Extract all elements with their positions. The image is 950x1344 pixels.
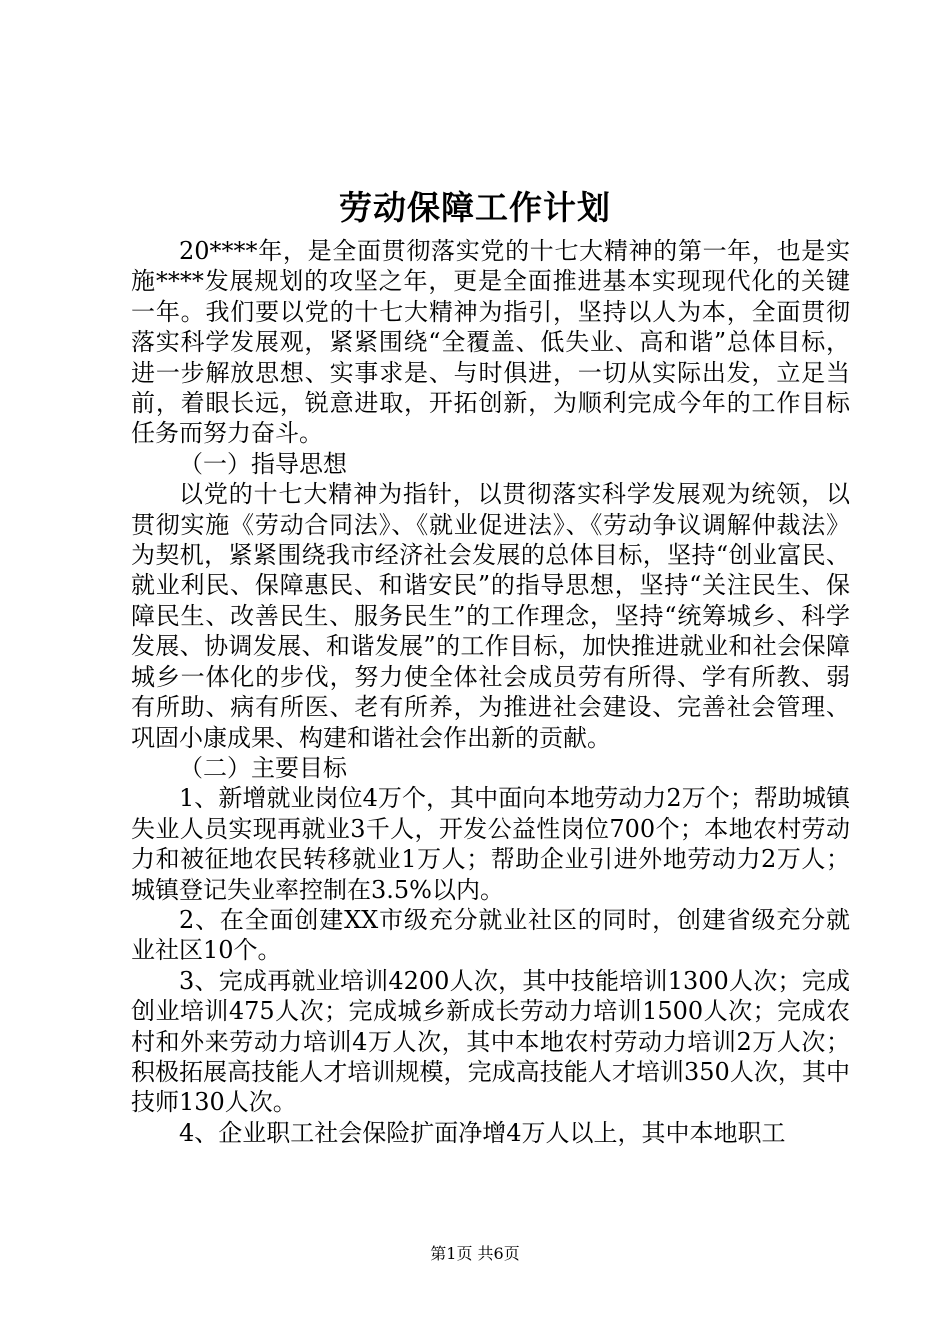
paragraph-goal-1: 1、新增就业岗位4万个，其中面向本地劳动力2万个；帮助城镇失业人员实现再就业3千人，开发公益性岗位700个；本地农村劳动力和被征地农民转移就业1万人；帮助企业引进外地劳动力2万人；城镇登记失业率控制在3.5%以内。 [131,784,850,904]
document-title: 劳动保障工作计划 [339,188,611,227]
paragraph-goal-4: 4、企业职工社会保险扩面净增4万人以上，其中本地职工 [179,1118,786,1147]
section-heading-main-goals: （二）主要目标 [179,753,347,782]
section-heading-guiding-ideology: （一）指导思想 [179,449,347,478]
paragraph-guiding-ideology: 以党的十七大精神为指针，以贯彻落实科学发展观为统领，以贯彻实施《劳动合同法》、《就业促进法》、《劳动争议调解仲裁法》为契机，紧紧围绕我市经济社会发展的总体目标，坚持“创业富民、就业利民、保障惠民、和谐安民”的指导思想，坚持“关注民生、保障民生、改善民生、服务民生”的工作理念，坚持“统筹城乡、科学发展、协调发展、和谐发展”的工作目标，加快推进就业和社会保障城乡一体化的步伐，努力使全体社会成员劳有所得、学有所教、弱有所助、病有所医、老有所养，为推进社会建设、完善社会管理、巩固小康成果、构建和谐社会作出新的贡献。 [131,480,850,752]
paragraph-intro: 20****年，是全面贯彻落实党的十七大精神的第一年，也是实施****发展规划的攻坚之年，更是全面推进基本实现现代化的关键一年。我们要以党的十七大精神为指引，坚持以人为本，全面贯彻落实科学发展观，紧紧围绕“全覆盖、低失业、高和谐”总体目标，进一步解放思想、实事求是、与时俱进，一切从实际出发，立足当前，着眼长远，锐意进取，开拓创新，为顺利完成今年的工作目标任务而努力奋斗。 [131,237,850,448]
paragraph-goal-3: 3、完成再就业培训4200人次，其中技能培训1300人次；完成创业培训475人次；完成城乡新成长劳动力培训1500人次；完成农村和外来劳动力培训4万人次，其中本地农村劳动力培训2万人次；积极拓展高技能人才培训规模，完成高技能人才培训350人次，其中技师130人次。 [131,966,850,1117]
paragraph-goal-2: 2、在全面创建XX市级充分就业社区的同时，创建省级充分就业社区10个。 [131,905,850,965]
page-footer: 第1页 共6页 [430,1244,520,1263]
document-body [131,236,850,1148]
